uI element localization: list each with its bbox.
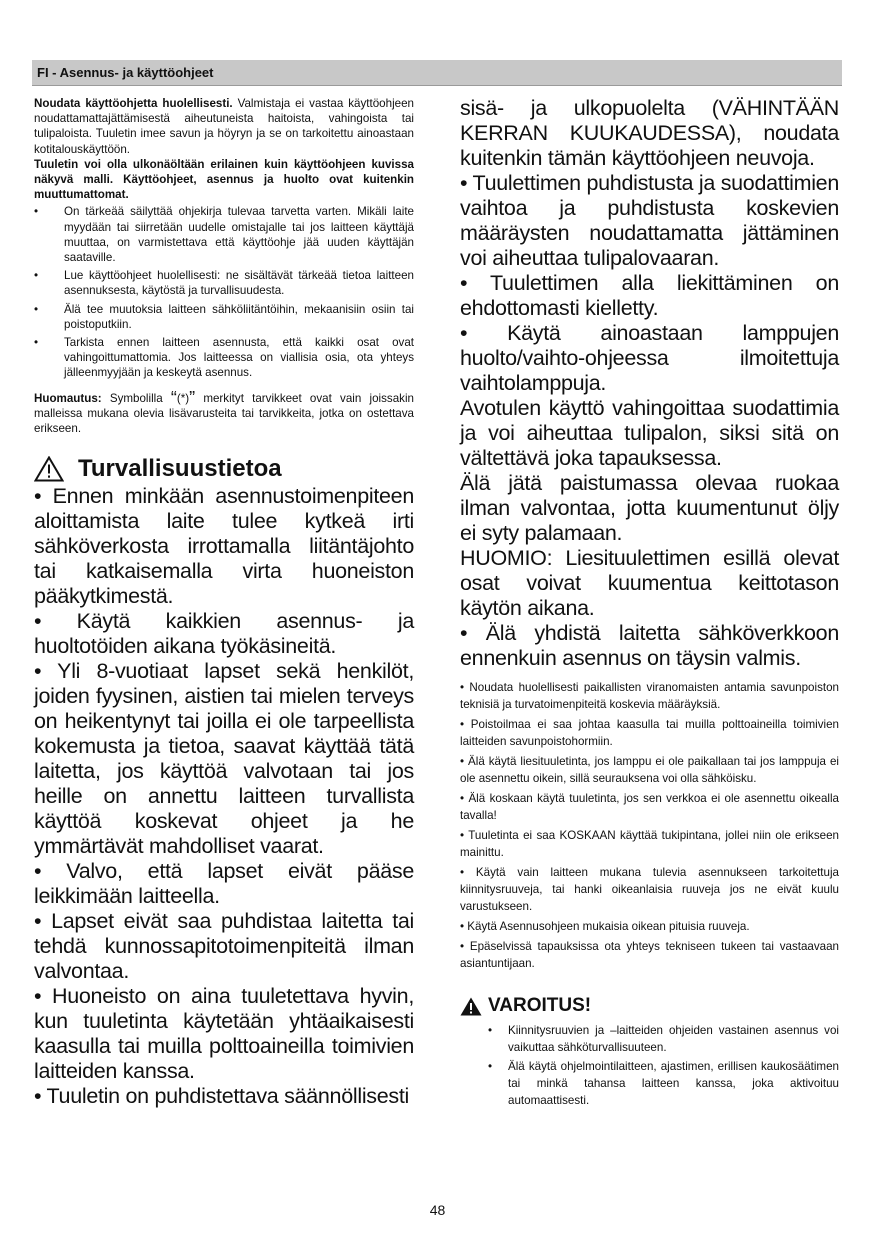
list-item: • Kiinnitysruuvien ja –laitteiden ohjeiden vastainen asennus voi vaikuttaa sähköturvallisuuteen. — [488, 1024, 839, 1054]
optional-symbol: (*) — [176, 391, 190, 405]
continued-paragraphs — [460, 96, 839, 671]
list-item: • On tärkeää säilyttää ohjekirja tulevaa tarvetta varten. Mikäli laite myydään tai siirretään uudelle omistajalle tai jos laitteen käyttäjä muuttaa, on varmistettava että käyttöohje jää uuden käyttäjän saataville. — [34, 205, 414, 265]
safety-paragraph: • Yli 8-vuotiaat lapset sekä henkilöt, joiden fyysinen, aistien tai mielen terveys on heikentynyt tai joilla ei ole tarpeellista kokemusta ja tietoa, saavat käyttää tätä laitetta, jos käyttöä valvotaan tai jos heille on annettu laitteen turvallista käyttöä koskevat ohjeet ja he ymmärtävät mahdolliset vaarat. — [34, 659, 414, 859]
safety-paragraph: • Käytä kaikkien asennus- ja huoltotöiden aikana työkäsineitä. — [34, 609, 414, 659]
safety-paragraph: HUOMIO: Liesituulettimen esillä olevat osat voivat kuumentua keittotason käytön aikana. — [460, 546, 839, 620]
safety-paragraphs — [34, 484, 414, 1109]
safety-title: Turvallisuustietoa — [78, 455, 282, 483]
safety-paragraph: Avotulen käyttö vahingoittaa suodattimia ja voi aiheuttaa tulipalon, siksi sitä on vältettävä joka tapauksessa. — [460, 396, 839, 470]
page-number: 48 — [429, 1202, 446, 1218]
rule-paragraph: • Tuuletinta ei saa KOSKAAN käyttää tukipintana, jollei niin ole erikseen mainittu. — [460, 829, 839, 859]
safety-paragraph: • Tuulettimen alla liekittäminen on ehdottomasti kielletty. — [460, 271, 839, 320]
installation-rules — [460, 679, 839, 972]
safety-paragraph: Älä jätä paistumassa olevaa ruokaa ilman valvontaa, jotta kuumentunut öljy ei syty palamaan. — [460, 471, 839, 545]
model-note-bold: Tuuletin voi olla ulkonäöltään erilainen kuin käyttöohjeen kuvissa näkyvä malli. Käyttöohjeet, asennus ja huolto ovat kuitenkin muuttumattomat. — [34, 157, 414, 202]
safety-paragraph: • Käytä ainoastaan lamppujen huolto/vaihto-ohjeessa ilmoitettuja vaihtolamppuja. — [460, 321, 839, 395]
safety-paragraph: • Ennen minkään asennustoimenpiteen aloittamista laite tulee kytkeä irti sähköverkosta irrottamalla liitäntäjohto tai katkaisemalla virta huoneiston pääkytkimestä. — [34, 484, 414, 609]
accessory-note: Huomautus: Symbolilla “(*)” merkityt tarvikkeet ovat vain joissakin malleissa mukana olevia lisävarusteita tai tarvikkeita, jotka on ostettava erikseen. — [34, 387, 414, 436]
safety-paragraph: • Lapset eivät saa puhdistaa laitetta tai tehdä kunnossapitotoimenpiteitä ilman valvontaa. — [34, 909, 414, 984]
warning-filled-icon — [460, 997, 482, 1016]
rule-paragraph: • Noudata huolellisesti paikallisten viranomaisten antamia savunpoiston teknisiä ja turvatoimenpiteitä koskevia määräyksiä. — [460, 681, 839, 711]
intro-paragraph — [34, 96, 414, 157]
safety-paragraph: • Älä yhdistä laitetta sähköverkkoon ennenkuin asennus on täysin valmis. — [460, 621, 839, 670]
rule-paragraph: • Älä käytä liesituuletinta, jos lamppu ei ole paikallaan tai jos lamppuja ei ole asennettu oikein, sillä seurauksena voi olla sähköisku. — [460, 755, 839, 785]
rule-paragraph: • Poistoilmaa ei saa johtaa kaasulla tai muilla polttoaineilla toimivien laitteiden savunpoistohormiin. — [460, 718, 839, 748]
safety-paragraph: • Tuulettimen puhdistusta ja suodattimien vaihtoa ja puhdistusta koskevien määräysten noudattamatta jättäminen voi aiheuttaa tulipalovaaran. — [460, 171, 839, 270]
safety-paragraph: • Valvo, että lapset eivät pääse leikkimään laitteella. — [34, 859, 414, 909]
intro-text: Valmistaja ei vastaa käyttöohjeen noudattamattajättämisestä aiheutuneista haitoista, vahingoista tai tulipaloista. Tuuletin imee savun ja höyryn ja se on tarkoitettu ainoastaan kotitalouskäyttöön. — [34, 97, 414, 156]
list-item: • Älä käytä ohjelmointilaitteen, ajastimen, erillisen kaukosäätimen tai minkä tahansa laitteen kanssa, joka aktivoituu automaattisesti. — [488, 1060, 839, 1107]
warning-title: VAROITUS! — [488, 995, 592, 1016]
note-label: Huomautus: — [34, 391, 102, 405]
rule-paragraph: • Älä koskaan käytä tuuletinta, jos sen verkkoa ei ole asennettu oikealla tavalla! — [460, 792, 839, 822]
close-quote: ” — [189, 387, 196, 408]
list-item: • Lue käyttöohjeet huolellisesti: ne sisältävät tärkeää tietoa laitteen asennuksesta, käytöstä ja turvallisuudesta. — [34, 269, 414, 298]
open-quote: “ — [170, 387, 177, 408]
header-title: FI - Asennus- ja käyttöohjeet — [37, 65, 214, 80]
safety-paragraph: • Tuuletin on puhdistettava säännöllisesti — [34, 1084, 410, 1109]
safety-heading — [34, 454, 414, 484]
page-header — [32, 60, 842, 86]
warning-list — [460, 1022, 839, 1109]
list-item: • Älä tee muutoksia laitteen sähköliitäntöihin, mekaanisiin osiin tai poistoputkiin. — [34, 302, 414, 331]
intro-bold: Noudata käyttöohjetta huolellisesti. — [34, 97, 233, 110]
safety-paragraph: • Huoneisto on aina tuuletettava hyvin, kun tuuletinta käytetään yhtäaikaisesti kaasulla tai muilla polttoaineilla toimivien laitteiden kanssa. — [34, 984, 414, 1084]
safety-paragraph: sisä- ja ulkopuolelta (VÄHINTÄÄN KERRAN KUUKAUDESSA), noudata kuitenkin tämän käyttöohjeen neuvoja. — [460, 96, 839, 170]
left-column — [34, 96, 414, 1109]
warning-triangle-icon — [34, 456, 64, 482]
warning-heading — [460, 994, 839, 1018]
list-item: • Tarkista ennen laitteen asennusta, että kaikki osat ovat vahingoittumattomia. Jos laitteessa on viallisia osia, ota yhteys jälleenmyyjään ja keskeytä asennus. — [34, 336, 414, 380]
rule-paragraph: • Käytä vain laitteen mukana tulevia asennukseen tarkoitettuja kiinnitysruuveja, tai hanki oikeanlaisia ruuveja jos ne eivät kuulu varustukseen. — [460, 866, 839, 913]
rule-paragraph: • Käytä Asennusohjeen mukaisia oikean pituisia ruuveja. — [460, 920, 750, 933]
intro-bullets — [34, 204, 414, 380]
rule-paragraph: • Epäselvissä tapauksissa ota yhteys tekniseen tukeen tai vastaavaan asiantuntijaan. — [460, 940, 839, 970]
right-column — [460, 96, 839, 1111]
